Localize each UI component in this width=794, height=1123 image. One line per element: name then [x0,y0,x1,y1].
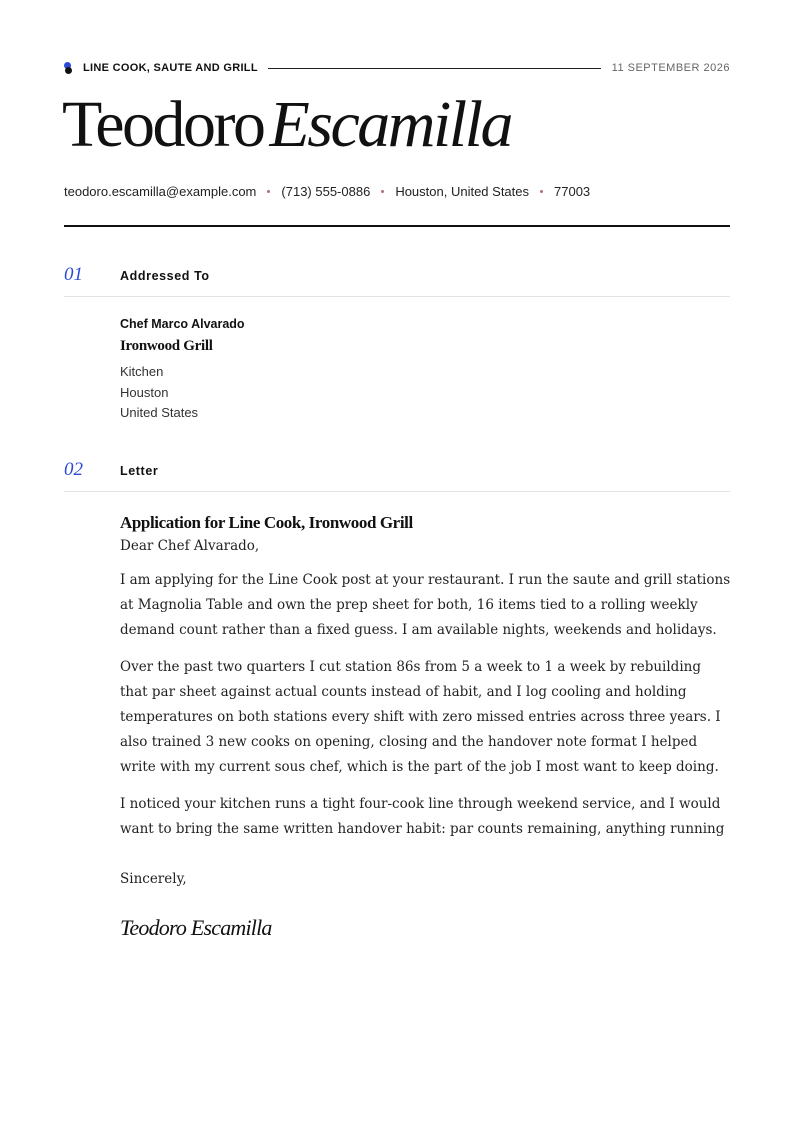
letter-paragraph: Over the past two quarters I cut station 86s from 5 a week to 1 a week by rebuilding that par sheet against actual counts instead of habit, and I log cooling and holding temperatures on both stations every shift with zero missed entries across three years. I also trained 3 new cooks on opening, closing and the handover note format I helped write with my current sous chef, which is the part of the job I most want to keep doing. [120,659,721,775]
location: Houston, United States [395,184,530,199]
letter-subject: Application for Line Cook, Ironwood Grill [120,513,413,532]
salutation: Dear Chef Alvarado, [120,538,260,554]
recipient-company: Ironwood Grill [120,338,213,354]
phone: (713) 555-0886 [281,184,371,199]
section-divider [64,296,730,297]
section-number: 02 [64,459,83,480]
recipient-name: Chef Marco Alvarado [120,317,245,331]
last-name: Escamilla [269,88,511,161]
header-meta-row [64,60,730,76]
letter-body [120,513,732,941]
section-addressed-header [64,264,730,286]
first-name: Teodoro [62,88,264,161]
section-title: Letter [120,464,159,478]
section-letter-header [64,459,730,481]
black-dot-icon [65,67,72,74]
separator-dot-icon [540,190,543,193]
letter-paragraph: I noticed your kitchen runs a tight four-cook line through weekend service, and I would want to bring the same written handover habit: par counts remaining, anything running [120,796,725,837]
recipient-line: Kitchen [120,364,164,379]
separator-dot-icon [267,190,270,193]
header-rule [64,225,730,227]
signature: Teodoro Escamilla [120,915,272,940]
section-number: 01 [64,264,83,285]
email: teodoro.escamilla@example.com [64,184,257,199]
recipient-line: Houston [120,384,169,400]
zip-code: 77003 [554,184,591,199]
closing: Sincerely, [120,871,187,887]
recipient-line: United States [120,405,199,420]
recipient-block [120,317,245,424]
applicant-name [62,88,511,161]
letter-paragraph: I am applying for the Line Cook post at your restaurant. I run the saute and grill stations at Magnolia Table and own the prep sheet for both, 16 items tied to a rolling weekly demand count rather than a fixed guess. I am available nights, weekends and holidays. [120,572,731,638]
section-divider [64,491,730,492]
separator-dot-icon [381,190,384,193]
job-role: LINE COOK, SAUTE AND GRILL [83,62,258,74]
section-title: Addressed To [120,269,210,283]
contact-row [64,184,590,199]
letter-date: 11 SEPTEMBER 2026 [611,62,730,74]
header-divider [268,68,601,69]
brand-dots-icon [64,61,74,75]
